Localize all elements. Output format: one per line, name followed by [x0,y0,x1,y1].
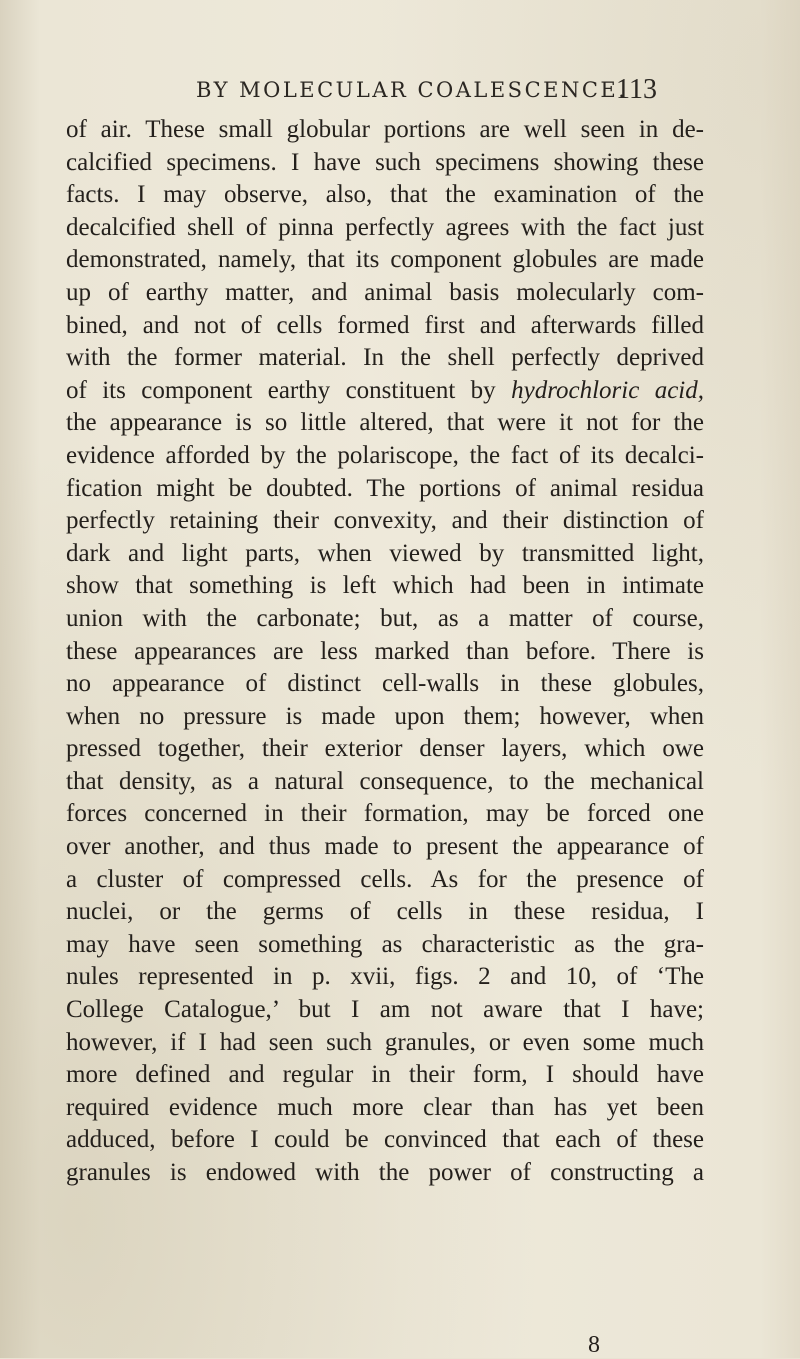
text-line: over another, and thus made to present the appearance of [66,833,704,861]
text-line: decalcified shell of pinna perfectly agrees with the fact just [66,213,704,241]
text-segment: of its component earthy constituent by [66,376,512,404]
text-line: more defined and regular in their form, I should have [66,1061,704,1089]
text-line: when no pressure is made upon them; however, when [66,702,704,730]
text-line: pressed together, their exterior denser layers, which owe [66,735,704,763]
text-line: fication might be doubted. The portions of animal residua [66,474,704,502]
text-line: bined, and not of cells formed first and afterwards filled [66,311,704,339]
text-line: may have seen something as characteristic as the gra- [66,930,704,958]
page-number: 113 [616,74,657,105]
text-line: that density, as a natural consequence, to the mechanical [66,767,704,795]
text-line: show that something is left which had been in intimate [66,572,704,600]
text-line: a cluster of compressed cells. As for the presence of [66,865,704,893]
text-line: granules is endowed with the power of constructing a [66,1159,704,1186]
text-line: the appearance is so little altered, that were it not for the [66,409,704,437]
text-line: required evidence much more clear than has yet been [66,1093,704,1121]
text-line: nules represented in p. xvii, figs. 2 and 10, of ‘The [66,963,704,991]
running-head: BY MOLECULAR COALESCENCE. [196,78,628,102]
text-line: perfectly retaining their convexity, and their distinction of [66,507,704,535]
text-line: adduced, before I could be convinced that each of these [66,1126,704,1154]
text-line: evidence afforded by the polariscope, the fact of its decalci- [66,441,704,469]
body-text [66,114,704,1190]
text-line: with the former material. In the shell perfectly deprived [66,344,704,372]
text-line: forces concerned in their formation, may be forced one [66,800,704,828]
text-line-with-italic [66,375,704,408]
text-line: demonstrated, namely, that its component globules are made [66,246,704,274]
signature-mark: 8 [588,1332,600,1358]
text-line: of air. These small globular portions are well seen in de- [66,116,704,143]
text-line: College Catalogue,’ but I am not aware that I have; [66,996,704,1024]
text-line: dark and light parts, when viewed by transmitted light, [66,539,704,567]
text-line: nuclei, or the germs of cells in these residua, I [66,898,704,926]
italic-phrase: hydrochloric acid, [511,376,704,404]
text-line: these appearances are less marked than before. There is [66,637,704,665]
text-line: no appearance of distinct cell-walls in these globules, [66,670,704,698]
text-line: however, if I had seen such granules, or even some much [66,1028,704,1056]
text-line: union with the carbonate; but, as a matter of course, [66,604,704,632]
text-line: facts. I may observe, also, that the examination of the [66,181,704,209]
text-line: up of earthy matter, and animal basis molecularly com- [66,278,704,306]
text-line: calcified specimens. I have such specimens showing these [66,148,704,176]
